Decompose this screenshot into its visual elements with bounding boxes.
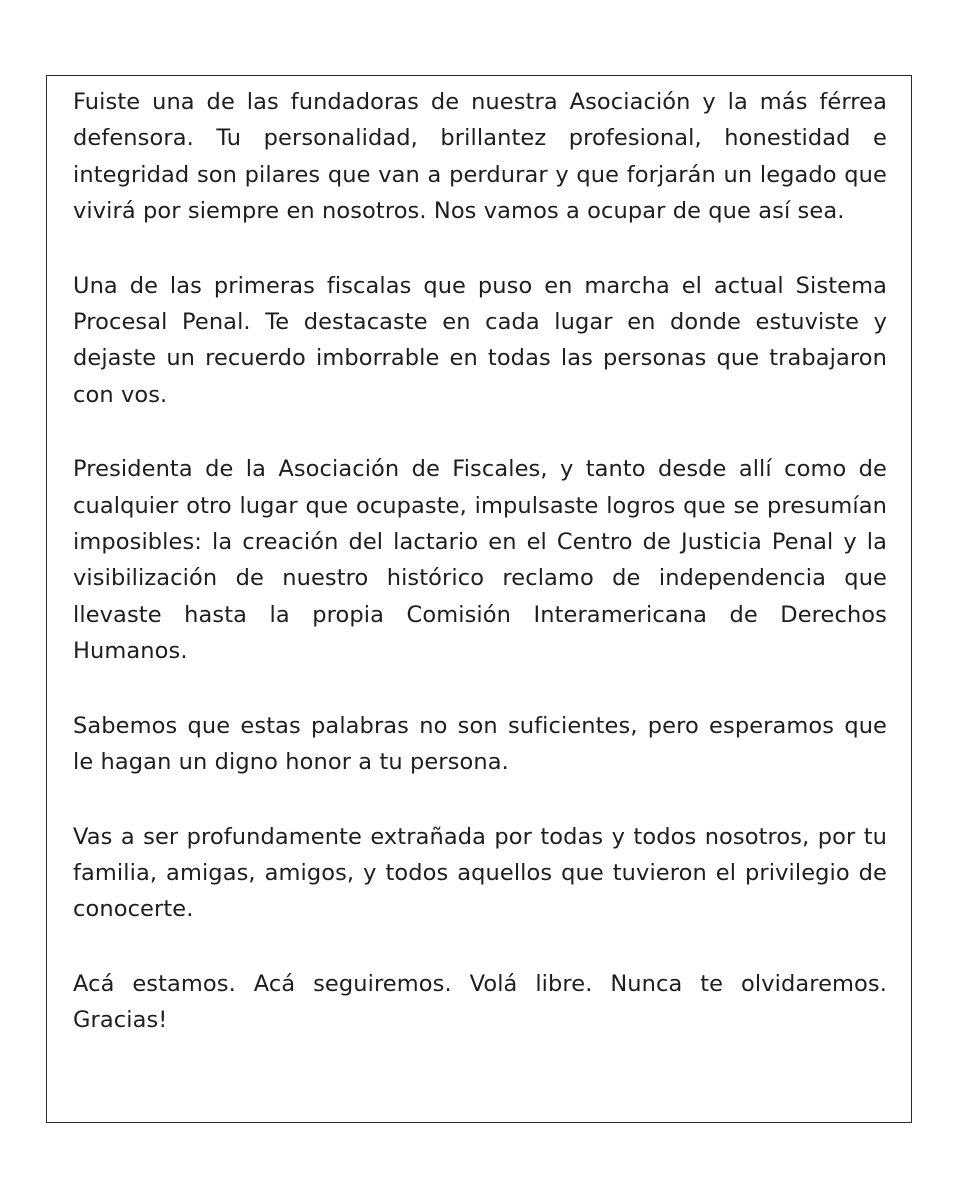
paragraph-missed: Vas a ser profundamente extrañada por todas y todos nosotros, por tu familia, amigas, amigos, y todos aquellos que tuvieron el privilegio de conocerte. bbox=[73, 823, 887, 923]
paragraph-founder: Fuiste una de las fundadoras de nuestra Asociación y la más férrea defensora. Tu personalidad, brillantez profesional, honestidad e integridad son pilares que van a perdurar y que forjarán un legado que vivirá por siempre en nosotros. Nos vamos a ocupar de que así sea. bbox=[73, 89, 887, 225]
paragraph-words: Sabemos que estas palabras no son suficientes, pero esperamos que le hagan un digno honor a tu persona. bbox=[73, 712, 887, 776]
paragraph-farewell: Acá estamos. Acá seguiremos. Volá libre. Nunca te olvidaremos. Gracias! bbox=[73, 970, 887, 1034]
paragraph-president: Presidenta de la Asociación de Fiscales, y tanto desde allí como de cualquier otro lugar que ocupaste, impulsaste logros que se presumían imposibles: la creación del lactario en el Centro de Justicia Penal y la visibilización de nuestro histórico reclamo de independencia que llevaste hasta la propia Comisión Interamericana de Derechos Humanos. bbox=[73, 456, 887, 665]
paragraph-prosecutor: Una de las primeras fiscalas que puso en marcha el actual Sistema Procesal Penal. Te destacaste en cada lugar en donde estuviste y dejaste un recuerdo imborrable en todas las personas que trabajaron con vos. bbox=[73, 272, 887, 408]
letter-body bbox=[73, 84, 887, 1077]
